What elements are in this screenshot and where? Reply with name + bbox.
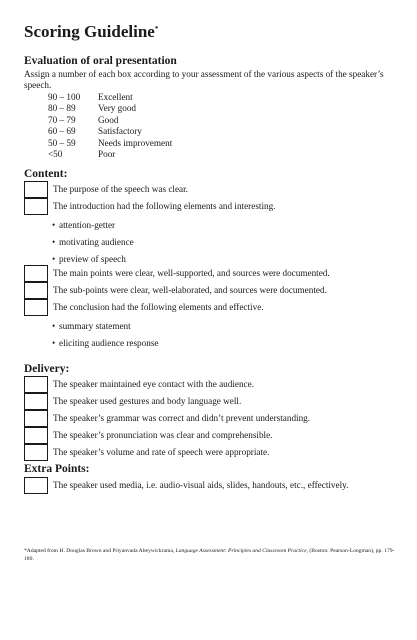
scale-range: 50 – 59	[48, 137, 76, 148]
content-heading: Content:	[24, 168, 68, 180]
grading-scale	[48, 92, 172, 160]
content-item-sub-points	[24, 282, 396, 299]
score-box[interactable]	[24, 299, 48, 316]
score-box[interactable]	[24, 393, 48, 410]
scale-row	[48, 149, 172, 160]
criterion-text: The main points were clear, well-supported, and sources were documented.	[53, 268, 330, 278]
score-box[interactable]	[24, 265, 48, 282]
evaluation-heading: Evaluation of oral presentation	[24, 55, 177, 67]
bullet-item: • motivating audience	[52, 237, 134, 247]
criterion-text: The speaker’s grammar was correct and didn’t prevent understanding.	[53, 413, 311, 423]
bullet-item: • preview of speech	[52, 254, 126, 264]
scale-row	[48, 103, 172, 114]
criterion-text: The speaker’s volume and rate of speech were appropriate.	[53, 447, 270, 457]
bullet-item: • summary statement	[52, 321, 131, 331]
bullet-item: • attention-getter	[52, 220, 116, 230]
bullet-icon: •	[52, 338, 56, 348]
page-title: Scoring Guideline*	[24, 22, 159, 41]
delivery-heading: Delivery:	[24, 363, 70, 375]
delivery-item-volume	[24, 444, 396, 461]
criterion-text: The speaker’s pronunciation was clear and comprehensible.	[53, 430, 273, 440]
score-box[interactable]	[24, 427, 48, 444]
criterion-text: The speaker maintained eye contact with the audience.	[53, 379, 255, 389]
scale-range: 70 – 79	[48, 114, 76, 125]
criterion-text: The speaker used gestures and body language well.	[53, 396, 242, 406]
content-item-conclusion	[24, 299, 396, 316]
score-box[interactable]	[24, 376, 48, 393]
scale-label: Excellent	[98, 92, 133, 102]
scale-range: 60 – 69	[48, 126, 76, 137]
scale-row	[48, 138, 172, 149]
score-box[interactable]	[24, 282, 48, 299]
delivery-item-gestures	[24, 393, 396, 410]
score-box[interactable]	[24, 444, 48, 461]
bullet-icon: •	[52, 220, 56, 230]
citation-footnote: *Adapted from H. Douglas Brown and Priyanvada Abeywickrama, Language Assessment: Principles and Classroom Practice, (Boston: Pearson-Longman), pp. 179-180.	[24, 548, 395, 562]
score-box[interactable]	[24, 410, 48, 427]
score-box[interactable]	[24, 477, 48, 494]
scale-label: Good	[98, 114, 119, 125]
scale-row	[48, 126, 172, 137]
bullet-icon: •	[52, 254, 56, 264]
content-item-main-points	[24, 265, 396, 282]
content-item-purpose	[24, 181, 396, 198]
content-item-introduction	[24, 198, 396, 215]
scale-range: <50	[48, 149, 63, 160]
bullet-icon: •	[52, 321, 56, 331]
delivery-item-eye-contact	[24, 376, 396, 393]
scale-label: Needs improvement	[98, 137, 173, 148]
delivery-item-pronunciation	[24, 427, 396, 444]
extra-points-heading: Extra Points:	[24, 463, 90, 475]
criterion-text: The conclusion had the following elements and effective.	[53, 302, 264, 312]
bullet-icon: •	[52, 237, 56, 247]
extra-item-media	[24, 477, 396, 494]
scale-row	[48, 115, 172, 126]
scale-label: Very good	[98, 103, 137, 114]
scale-range: 80 – 89	[48, 103, 76, 114]
criterion-text: The speaker used media, i.e. audio-visual aids, slides, handouts, etc., effectively.	[53, 480, 349, 490]
scale-label: Satisfactory	[98, 126, 142, 137]
scale-range: 90 – 100	[48, 92, 81, 102]
score-box[interactable]	[24, 181, 48, 198]
scale-label: Poor	[98, 149, 116, 160]
criterion-text: The introduction had the following elements and interesting.	[53, 201, 276, 211]
delivery-item-grammar	[24, 410, 396, 427]
score-box[interactable]	[24, 198, 48, 215]
criterion-text: The sub-points were clear, well-elaborated, and sources were documented.	[53, 285, 327, 295]
criterion-text: The purpose of the speech was clear.	[53, 184, 188, 194]
evaluation-instructions: Assign a number of each box according to your assessment of the various aspects of the speaker’s speech.	[24, 69, 384, 90]
scale-row	[48, 92, 172, 103]
footnote-marker: *	[154, 25, 159, 33]
bullet-item: • eliciting audience response	[52, 338, 159, 348]
